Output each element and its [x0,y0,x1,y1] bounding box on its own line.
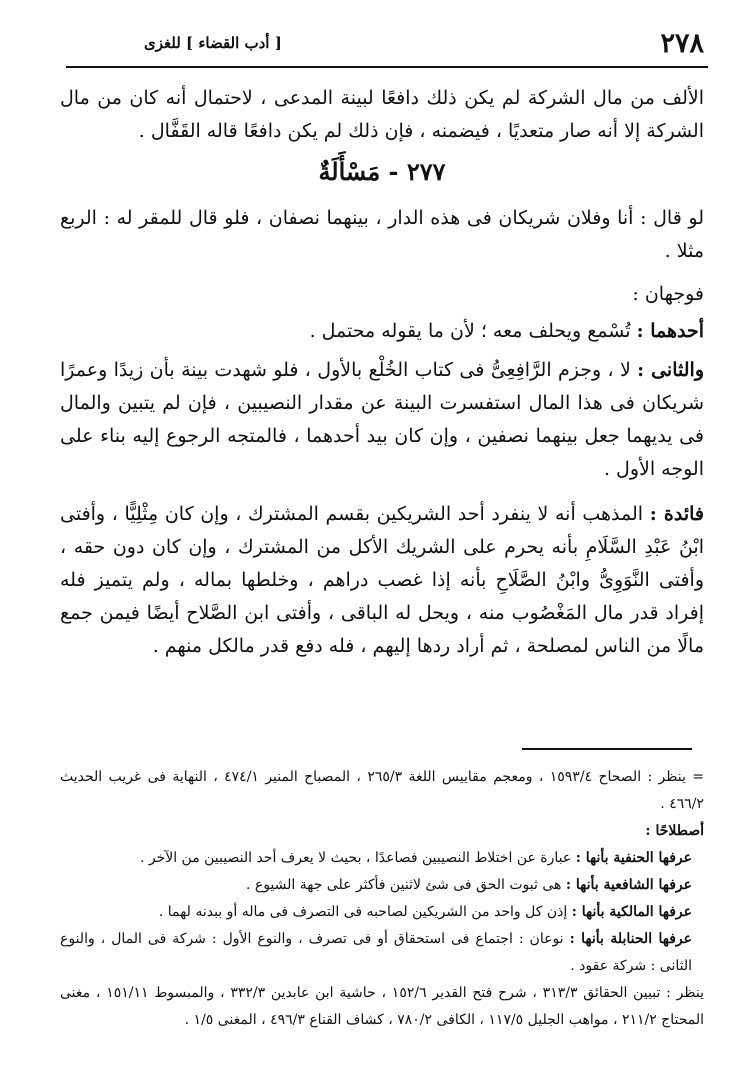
hanbali-text: نوعان : اجتماع فى استحقاق أو فى تصرف ، والنوع الأول : شركة فى المال ، والنوع الثانى : شركة عقود . [60,931,692,974]
footnote-terminology-heading: أصطلاحًا : [645,823,704,839]
footnote-continuation: = ينظر : الصحاح ١٥٩٣/٤ ، ومعجم مقاييس اللغة ٢٦٥/٣ ، المصباح المنير ٤٧٤/١ ، النهاية فى غريب الحديث ٤٦٦/٢ . [60,769,704,812]
first-view-text: تُسْمع ويحلف معه ؛ لأن ما يقوله محتمل . [309,320,637,342]
page-number: ٢٧٨ [660,27,704,59]
footnotes [60,764,704,1034]
section-title: ٢٧٧ - مَسْأَلَةٌ [318,157,446,186]
benefit-text: المذهب أنه لا ينفرد أحد الشريكين بقسم المشترك ، وإن كان مِثْلِيًّا ، وأفتى ابْنُ عَبْدِ السَّلَامِ بأنه يحرم على الشريك الأكل من المشترك ، وإن كان دون حقه ، وأفتى النَّوَوِىُّ وابْنُ الصَّلَاحِ بأنه إذا غصب دراهم ، وخلطها بماله ، ولم يتميز فله إفراد قدر مال المَغْصُوب منه ، ويحل له الباقى ، وأفتى ابن الصَّلاح أيضًا فيمن جمع مالًا من الناس لمصلحة ، ثم أراد ردها إليهم ، فله دفع قدر مالكل منهم . [60,503,705,657]
first-view-lead: أحدهما : [636,320,704,342]
second-view-lead: والثانى : [637,359,704,381]
footnote-references: ينظر : تبيين الحقائق ٣١٣/٣ ، شرح فتح القدير ١٥٢/٦ ، حاشية ابن عابدين ٣٣٢/٣ ، والمبسوط ١٥١/١١ ، مغنى المحتاج ٢١١/٢ ، مواهب الجليل ١١٧/٥ ، الكافى ٧٨٠/٢ ، كشاف القناع ٤٩٦/٣ ، المغنى ١/٥ . [60,985,704,1028]
hanafi-lead: عرفها الحنفية بأنها : [575,850,692,866]
footnote-maliki-definition [60,899,704,926]
paragraph-continuation: الألف من مال الشركة لم يكن ذلك دافعًا لبينة المدعى ، لاحتمال أنه كان من مال الشركة إلا أنه صار متعديًا ، فيضمنه ، فإن ذلك لم يكن دافعًا قاله القَفَّال . [60,87,704,142]
maliki-text: إذن كل واحد من الشريكين لصاحبه فى التصرف فى ماله أو ببدنه لهما . [158,904,572,920]
shafii-lead: عرفها الشافعية بأنها : [565,877,692,893]
page-header [74,26,704,60]
maliki-lead: عرفها المالكية بأنها : [571,904,692,920]
footnote-shafii-definition [60,872,704,899]
shafii-text: هى ثبوت الحق فى شئ لاثنين فأكثر على جهة الشيوع . [245,877,566,893]
footnote-hanafi-definition [60,845,704,872]
second-view-text: لا ، وجزم الرَّافِعِىُّ فى كتاب الخُلْع بالأول ، فلو شهدت بينة بأن زيدًا وعمرًا شريكان فى هذا المال استفسرت البينة عن مقدار النصيبين ، فإن لم يتبين والمال فى يديهما جعل بينهما نصفين ، وإن كان بيد أحدهما ، فالمتجه الرجوع إليه بناء على الوجه الأول . [60,359,704,480]
footnote-rule [522,748,692,750]
paragraph-second-view [60,354,704,486]
paragraph-statement: لو قال : أنا وفلان شريكان فى هذه الدار ، بينهما نصفان ، فلو قال للمقر له : الربع مثلا . [60,207,704,262]
main-text [60,82,704,663]
paragraph-benefit [60,498,704,663]
hanbali-lead: عرفها الحنابلة بأنها : [569,931,692,947]
paragraph-first-view [60,315,704,348]
paragraph-two-views: فوجهان : [632,283,704,305]
benefit-lead: فائدة : [649,503,705,525]
hanafi-text: عبارة عن اختلاط النصيبين فصاعدًا ، بحيث لا يعرف أحد النصيبين من الآخر . [139,850,576,866]
running-title: [ أدب القضاء ] للغزى [144,34,282,52]
footnote-hanbali-definition [60,926,704,980]
header-rule [66,66,708,68]
